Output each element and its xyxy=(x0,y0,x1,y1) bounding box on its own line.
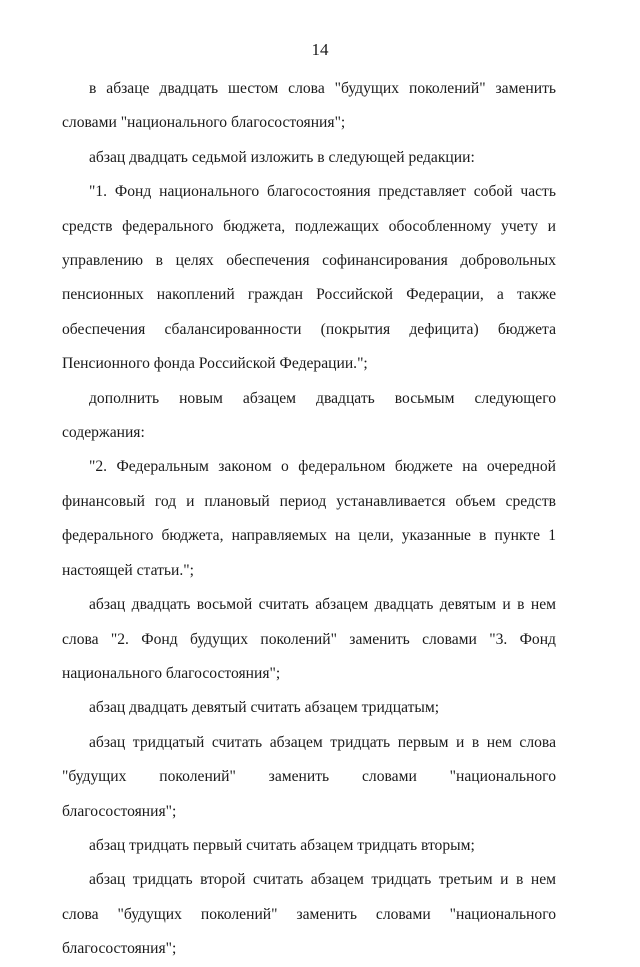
paragraph: в абзаце двадцать шестом слова "будущих поколений" заменить словами "национального благосостояния"; xyxy=(62,80,556,132)
paragraph: абзац двадцать седьмой изложить в следующей редакции: xyxy=(89,148,475,166)
paragraph: абзац двадцать девятый считать абзацем тридцатым; xyxy=(89,699,440,717)
page-number: 14 xyxy=(311,40,329,59)
paragraph: "2. Федеральным законом о федеральном бюджете на очередной финансовый год и плановый период устанавливается объем средств федерального бюджета, направляемых на цели, указанные в пункте 1 настоящей статьи."; xyxy=(62,458,556,579)
document-body xyxy=(62,72,556,967)
paragraph: абзац тридцать первый считать абзацем тридцать вторым; xyxy=(89,836,475,854)
paragraph: абзац тридцать второй считать абзацем тридцать третьим и в нем слова "будущих поколений" заменить словами "национального благосостояния"; xyxy=(62,871,556,958)
paragraph: "1. Фонд национального благосостояния представляет собой часть средств федерального бюджета, подлежащих обособленному учету и управлению в целях обеспечения софинансирования добровольных пенсионных накоплений граждан Российской Федерации, а также обеспечения сбалансированности (покрытия дефицита) бюджета Пенсионного фонда Российской Федерации."; xyxy=(62,183,556,373)
paragraph: абзац двадцать восьмой считать абзацем двадцать девятым и в нем слова "2. Фонд будущих поколений" заменить словами "3. Фонд национального благосостояния"; xyxy=(62,596,556,682)
paragraph: дополнить новым абзацем двадцать восьмым следующего содержания: xyxy=(62,389,556,442)
paragraph: абзац тридцатый считать абзацем тридцать первым и в нем слова "будущих поколений" заменить словами "национального благосостояния"; xyxy=(62,733,556,820)
